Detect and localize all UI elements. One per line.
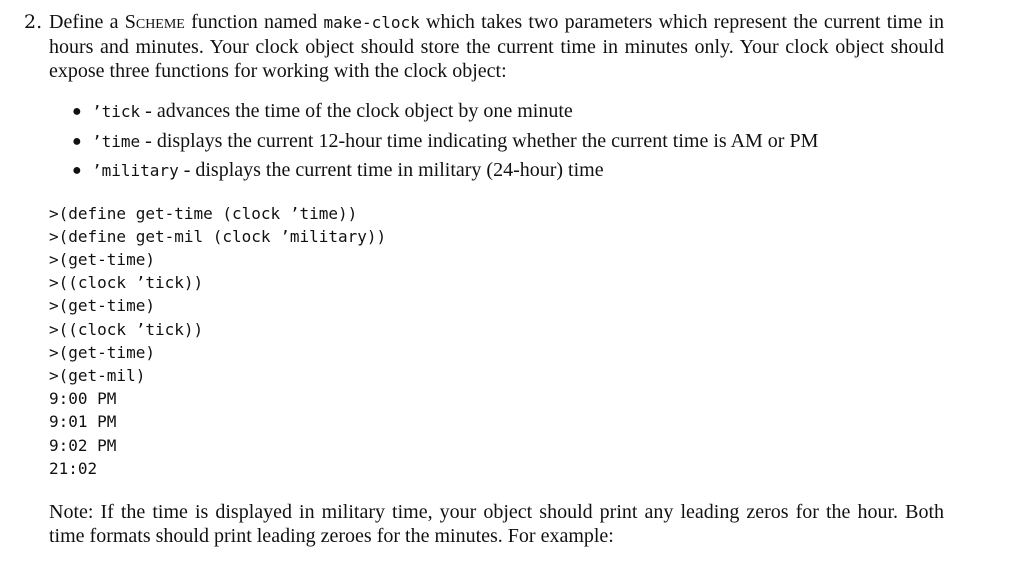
output-line: 21:02 — [49, 458, 98, 478]
tick-symbol: ’tick — [92, 102, 141, 121]
code-line: >((clock ’tick)) — [49, 273, 204, 293]
code-line: >(get-mil) — [49, 365, 146, 385]
tick-description: - advances the time of the clock object by one minute — [140, 100, 573, 122]
note-paragraph: Note: If the time is displayed in military time, your object should print any leading zeros for the hour. Both time formats should print leading zeroes for the minutes. For example: — [49, 500, 944, 547]
output-line: 9:02 PM — [49, 435, 117, 455]
list-item-military — [72, 156, 944, 186]
intro-text-3: which takes two parameters which represent the current time in hours and minutes. Your clock object should store the current time in minutes only. Your clock object should expose three functions for working with the clock object: — [49, 11, 945, 82]
code-line: >(define get-time (clock ’time)) — [49, 203, 358, 223]
function-list — [24, 97, 944, 186]
military-symbol: ’military — [92, 161, 179, 180]
code-line: >(define get-mil (clock ’military)) — [49, 226, 387, 246]
code-line: >(get-time) — [49, 296, 155, 316]
code-example — [49, 202, 944, 480]
military-description: - displays the current time in military (24-hour) time — [178, 159, 604, 181]
output-line: 9:00 PM — [49, 389, 117, 409]
scheme-word: Scheme — [124, 11, 185, 33]
code-line: >((clock ’tick)) — [49, 319, 204, 339]
bullet-icon: ● — [72, 132, 82, 150]
bullet-icon: ● — [72, 103, 82, 120]
list-item-tick — [72, 97, 944, 127]
code-line: >(get-time) — [49, 342, 155, 362]
function-name: make-clock — [323, 13, 420, 32]
problem-intro — [49, 10, 944, 83]
problem-2 — [24, 10, 944, 548]
output-line: 9:01 PM — [49, 412, 117, 432]
time-symbol: ’time — [92, 131, 141, 151]
list-item-time — [72, 127, 944, 157]
time-description: - displays the current 12-hour time indicating whether the current time is AM or PM — [140, 129, 819, 152]
intro-text-1: Define a — [49, 11, 125, 33]
bullet-icon: ● — [72, 162, 82, 179]
code-line: >(get-time) — [49, 249, 155, 269]
intro-text-2: function named — [184, 11, 324, 33]
problem-number: 2. — [24, 11, 43, 33]
